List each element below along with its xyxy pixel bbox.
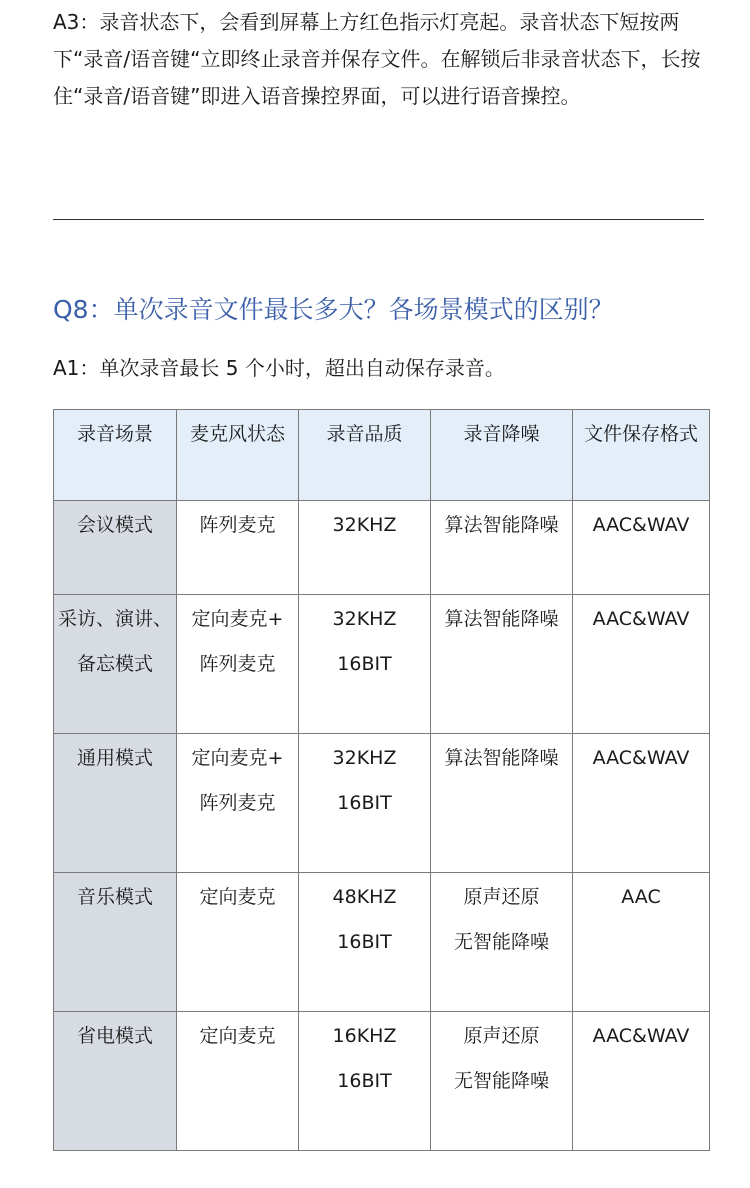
cell-quality [299,734,431,873]
cell-line: AAC [621,886,661,908]
cell-line: 32KHZ [332,747,397,769]
cell-line: AAC&WAV [592,1025,690,1047]
cell-line: 48KHZ [332,886,397,908]
cell-mic [177,501,299,595]
cell-line: 算法智能降噪 [444,514,559,536]
header-noise: 录音降噪 [431,410,573,501]
header-format: 文件保存格式 [573,410,710,501]
cell-line: 16BIT [337,792,392,814]
cell-scene [54,734,177,873]
cell-line: 无智能降噪 [453,931,549,953]
header-scene: 录音场景 [54,410,177,501]
table-row [54,873,710,1012]
cell-mic [177,873,299,1012]
cell-line: 备忘模式 [76,653,153,675]
answer-text: A1：单次录音最长 5 个小时，超出自动保存录音。 [53,356,505,380]
cell-quality [299,1012,431,1151]
table-row [54,501,710,595]
cell-noise [431,873,573,1012]
cell-scene [54,595,177,734]
cell-line: 定向麦克 [199,886,276,908]
cell-quality [299,501,431,595]
cell-format [573,873,710,1012]
cell-line: 阵列麦克 [199,792,276,814]
cell-line: 定向麦克+ [191,608,284,630]
cell-format [573,501,710,595]
cell-noise [431,734,573,873]
header-mic: 麦克风状态 [177,410,299,501]
cell-line: 定向麦克+ [191,747,284,769]
cell-format [573,734,710,873]
cell-line: 音乐模式 [76,886,153,908]
cell-mic [177,1012,299,1151]
section-divider [53,219,704,220]
cell-noise [431,595,573,734]
cell-scene [54,873,177,1012]
cell-line: AAC&WAV [592,514,690,536]
intro-answer-text: A3：录音状态下，会看到屏幕上方红色指示灯亮起。录音状态下短按两下“录音/语音键“立即终止录音并保存文件。在解锁后非录音状态下，长按住“录音/语音键”即进入语音操控界面，可以进行语音操控。 [53,10,701,108]
cell-line: AAC&WAV [592,608,690,630]
cell-noise [431,1012,573,1151]
cell-line: 阵列麦克 [199,514,276,536]
cell-line: 16BIT [337,653,392,675]
cell-line: AAC&WAV [592,747,690,769]
header-quality: 录音品质 [299,410,431,501]
table-row [54,595,710,734]
cell-mic [177,595,299,734]
cell-line: 通用模式 [76,747,153,769]
cell-line: 定向麦克 [199,1025,276,1047]
table-header-row [54,410,710,501]
cell-line: 会议模式 [76,514,153,536]
cell-line: 16BIT [337,931,392,953]
cell-format [573,1012,710,1151]
cell-line: 原声还原 [463,1025,540,1047]
cell-scene [54,1012,177,1151]
cell-line: 阵列麦克 [199,653,276,675]
cell-format [573,595,710,734]
cell-quality [299,873,431,1012]
table-row [54,1012,710,1151]
cell-line: 省电模式 [76,1025,153,1047]
cell-noise [431,501,573,595]
cell-quality [299,595,431,734]
question-title: Q8：单次录音文件最长多大？各场景模式的区别？ [53,295,614,324]
cell-line: 16BIT [337,1070,392,1092]
cell-scene [54,501,177,595]
cell-line: 32KHZ [332,514,397,536]
table-row [54,734,710,873]
cell-line: 算法智能降噪 [444,747,559,769]
cell-line: 算法智能降噪 [444,608,559,630]
cell-line: 32KHZ [332,608,397,630]
scene-modes-table [53,409,710,1151]
cell-line: 原声还原 [463,886,540,908]
cell-line: 16KHZ [332,1025,397,1047]
cell-line: 采访、演讲、 [58,608,173,630]
cell-mic [177,734,299,873]
cell-line: 无智能降噪 [453,1070,549,1092]
